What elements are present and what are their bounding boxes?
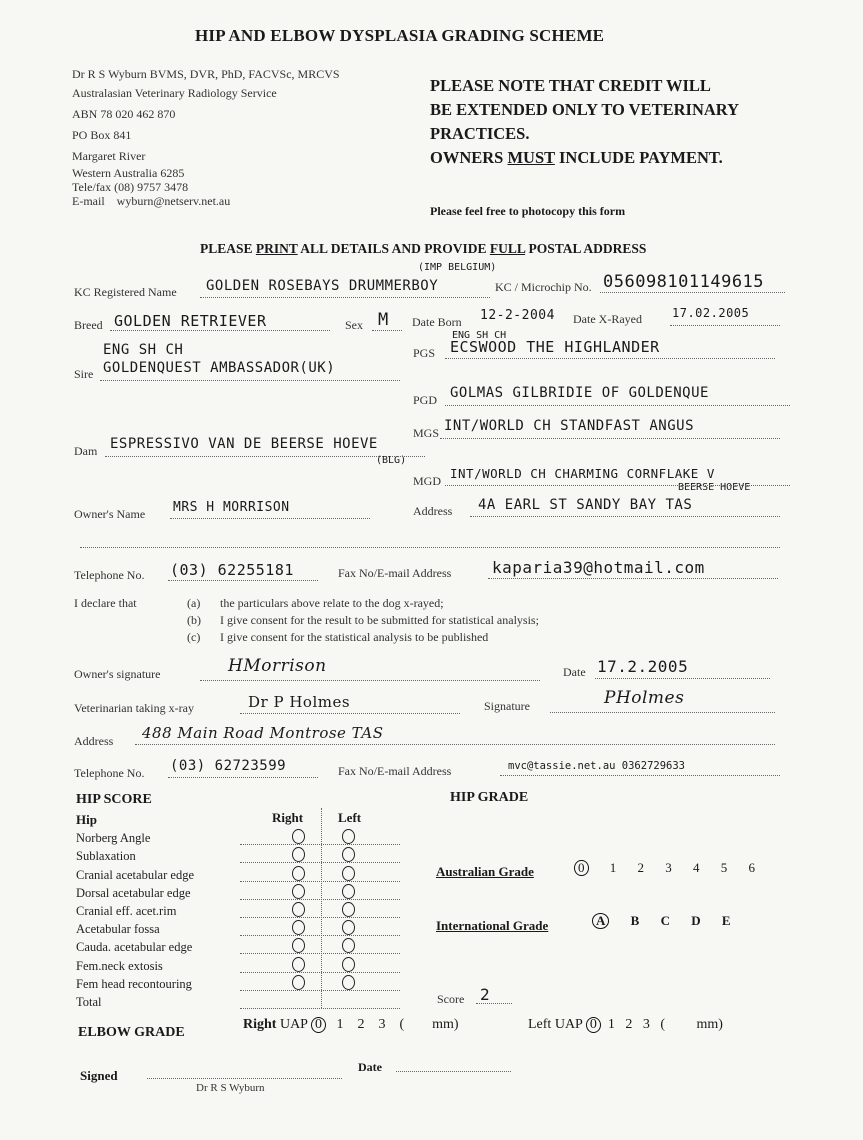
hip-row-label: Total <box>76 995 102 1009</box>
xray-date-field[interactable]: 17.02.2005 <box>672 306 750 320</box>
declare-a: (a) <box>187 596 201 610</box>
vet-label: Veterinarian taking x-ray <box>74 701 194 715</box>
hip-row-label: Acetabular fossa <box>76 922 160 936</box>
xray-date-label: Date X-Rayed <box>573 312 642 326</box>
address-line: PO Box 841 <box>72 128 132 142</box>
pgs-title: ENG SH CH <box>452 330 507 341</box>
address-line: Dr R S Wyburn BVMS, DVR, PhD, FACVSc, MRCVS <box>72 67 340 81</box>
microchip-field[interactable]: 056098101149615 <box>603 272 765 292</box>
aus-grade-option[interactable]: 2 <box>637 860 644 875</box>
elbow-left-option[interactable]: 3 <box>642 1017 650 1032</box>
owner-address-field[interactable]: 4A EARL ST SANDY BAY TAS <box>478 497 693 513</box>
hip-row-label: Fem head recontouring <box>76 977 192 991</box>
email-line: E-mail wyburn@netserv.net.au <box>72 194 231 208</box>
kc-note: (IMP BELGIUM) <box>418 262 497 273</box>
vet-fax-label: Fax No/E-mail Address <box>338 764 452 778</box>
owner-signature-label: Owner's signature <box>74 667 161 681</box>
form-title: HIP AND ELBOW DYSPLASIA GRADING SCHEME <box>195 26 605 45</box>
sex-field[interactable]: M <box>378 310 389 330</box>
vet-address-label: Address <box>74 734 114 748</box>
hip-row-label: Cranial acetabular edge <box>76 868 194 882</box>
hip-score-title: HIP SCORE <box>76 792 152 807</box>
hip-row-label: Fem.neck extosis <box>76 959 163 973</box>
owner-name-field[interactable]: MRS H MORRISON <box>173 500 290 515</box>
pgd-label: PGD <box>413 393 438 407</box>
declare-b: (b) <box>187 613 201 627</box>
sire-label: Sire <box>74 367 94 381</box>
vet-tel-field[interactable]: (03) 62723599 <box>170 758 287 774</box>
score-label: Score <box>437 992 465 1006</box>
declare-b-text: I give consent for the result to be submitted for statistical analysis; <box>220 613 539 627</box>
address-line: Margaret River <box>72 149 146 163</box>
mgd-note: BEERSE HOEVE <box>678 482 751 493</box>
address-line: ABN 78 020 462 870 <box>72 107 176 121</box>
aus-grade-option[interactable]: 4 <box>693 860 700 875</box>
hip-grade-title: HIP GRADE <box>450 790 529 805</box>
owner-date-field[interactable]: 17.2.2005 <box>597 657 689 676</box>
int-grade-option[interactable]: C <box>660 913 670 928</box>
vet-signature-label: Signature <box>484 699 530 713</box>
mgs-field[interactable]: INT/WORLD CH STANDFAST ANGUS <box>444 418 695 434</box>
dam-note: (BLG) <box>376 455 407 466</box>
footer-date-label: Date <box>358 1060 382 1074</box>
hip-row-label: Sublaxation <box>76 849 136 863</box>
aus-grade-option[interactable]: 1 <box>609 860 617 875</box>
kc-name-field[interactable]: GOLDEN ROSEBAYS DRUMMERBOY <box>206 278 439 294</box>
declare-intro: I declare that <box>74 596 137 610</box>
mgd-field[interactable]: INT/WORLD CH CHARMING CORNFLAKE V <box>450 466 715 481</box>
breed-field[interactable]: GOLDEN RETRIEVER <box>114 312 267 330</box>
elbow-left-option[interactable]: 1 <box>607 1017 615 1032</box>
dam-field[interactable]: ESPRESSIVO VAN DE BEERSE HOEVE <box>110 436 378 452</box>
hip-row-label: Norberg Angle <box>76 831 151 845</box>
vet-address-field[interactable]: 488 Main Road Montrose TAS <box>142 724 384 742</box>
owner-tel-label: Telephone No. <box>74 568 145 582</box>
address-line: Western Australia 6285 <box>72 166 185 180</box>
dob-label: Date Born <box>412 315 462 329</box>
sire-field[interactable]: GOLDENQUEST AMBASSADOR(UK) <box>103 360 336 376</box>
kc-name-label: KC Registered Name <box>74 285 177 299</box>
credit-notice: PLEASE NOTE THAT CREDIT WILL BE EXTENDED ONLY TO VETERINARY PRACTICES. OWNERS MUST INCLUDE PAYMENT. <box>430 76 740 167</box>
elbow-right-option[interactable]: 3 <box>378 1017 386 1032</box>
vet-signature-field[interactable]: PHolmes <box>604 688 685 708</box>
mgd-label: MGD <box>413 474 442 488</box>
elbow-right-row: Right UAP 0 1 2 3 ( mm) <box>243 1017 459 1032</box>
int-grade-option[interactable]: A <box>592 913 609 929</box>
signed-label: Signed <box>80 1068 118 1083</box>
vet-fax-field[interactable]: mvc@tassie.net.au 0362729633 <box>508 760 686 772</box>
score-field[interactable]: 2 <box>480 985 491 1004</box>
sire-title: ENG SH CH <box>103 342 184 358</box>
pgd-field[interactable]: GOLMAS GILBRIDIE OF GOLDENQUE <box>450 385 709 401</box>
hip-row-label: Cranial eff. acet.rim <box>76 904 177 918</box>
elbow-left-option[interactable]: 0 <box>586 1017 601 1033</box>
elbow-grade-title: ELBOW GRADE <box>78 1025 185 1040</box>
int-grade-option[interactable]: E <box>721 913 731 928</box>
sex-label: Sex <box>345 318 363 332</box>
mgs-label: MGS <box>413 426 440 440</box>
elbow-right-option[interactable]: 1 <box>336 1017 344 1032</box>
dam-label: Dam <box>74 444 98 458</box>
right-column-label: Right <box>272 810 304 825</box>
owner-date-label: Date <box>563 665 586 679</box>
declare-a-text: the particulars above relate to the dog x-rayed; <box>220 596 444 610</box>
signer-name: Dr R S Wyburn <box>196 1082 265 1094</box>
hip-label: Hip <box>76 812 97 827</box>
international-grade-label: International Grade <box>436 918 549 933</box>
australian-grade-options[interactable] <box>574 860 773 876</box>
address-line: Tele/fax (08) 9757 3478 <box>72 180 189 194</box>
aus-grade-option[interactable]: 3 <box>665 860 672 875</box>
clinic-address <box>72 67 340 208</box>
pgs-label: PGS <box>413 346 436 360</box>
dob-field[interactable]: 12-2-2004 <box>480 308 555 323</box>
left-column-label: Left <box>338 810 362 825</box>
pgs-field[interactable]: ECSWOOD THE HIGHLANDER <box>450 338 660 356</box>
owner-email-field[interactable]: kaparia39@hotmail.com <box>492 558 705 577</box>
hip-row-label: Dorsal acetabular edge <box>76 886 191 900</box>
elbow-left-option[interactable]: 2 <box>625 1017 633 1032</box>
hip-row-label: Cauda. acetabular edge <box>76 940 193 954</box>
declare-c: (c) <box>187 630 201 644</box>
int-grade-option[interactable]: D <box>691 913 701 928</box>
international-grade-options[interactable] <box>592 913 749 929</box>
microchip-label: KC / Microchip No. <box>495 280 592 294</box>
int-grade-option[interactable]: B <box>630 913 640 928</box>
owner-address-label: Address <box>413 504 453 518</box>
aus-grade-option[interactable]: 0 <box>574 860 589 876</box>
elbow-left-row: Left UAP 0 1 2 3 ( mm) <box>528 1017 723 1032</box>
owner-fax-label: Fax No/E-mail Address <box>338 566 452 580</box>
declare-c-text: I give consent for the statistical analysis to be published <box>220 630 489 644</box>
print-instruction: PLEASE PRINT ALL DETAILS AND PROVIDE FULL POSTAL ADDRESS <box>200 241 647 256</box>
address-line: Australasian Veterinary Radiology Service <box>72 86 277 100</box>
photocopy-note: Please feel free to photocopy this form <box>430 204 626 218</box>
owner-tel-field[interactable]: (03) 62255181 <box>170 561 294 579</box>
australian-grade-label: Australian Grade <box>436 864 534 879</box>
elbow-right-option[interactable]: 0 <box>311 1017 326 1033</box>
elbow-right-option[interactable]: 2 <box>357 1017 365 1032</box>
vet-tel-label: Telephone No. <box>74 766 145 780</box>
owner-name-label: Owner's Name <box>74 507 146 521</box>
breed-label: Breed <box>74 318 103 332</box>
vet-name-field[interactable]: Dr P Holmes <box>248 693 351 711</box>
owner-signature-field[interactable]: HMorrison <box>228 656 327 676</box>
aus-grade-option[interactable]: 6 <box>748 860 755 875</box>
aus-grade-option[interactable]: 5 <box>720 860 728 875</box>
